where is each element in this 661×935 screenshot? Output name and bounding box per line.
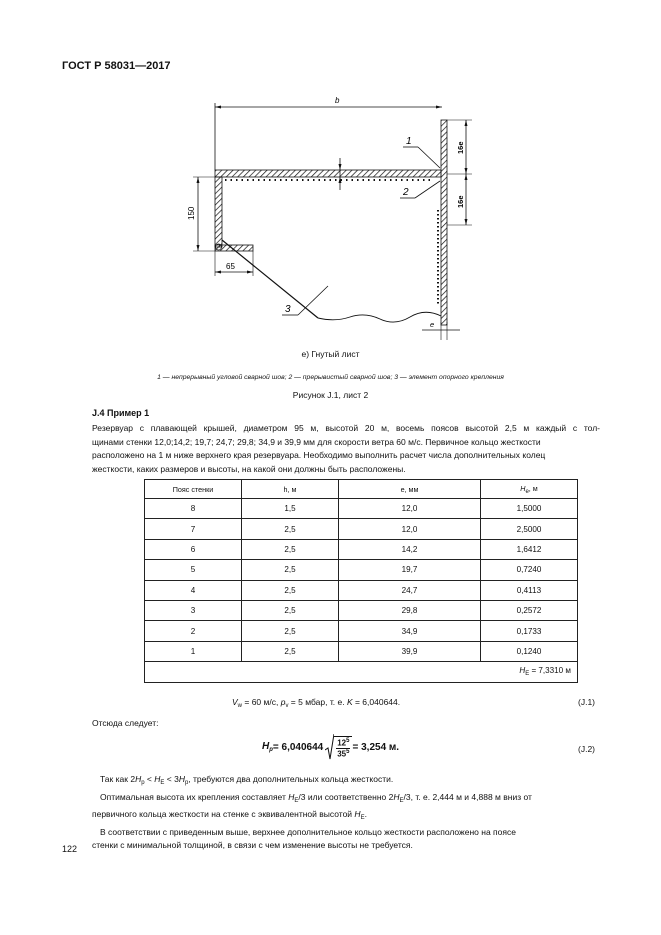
cell-course: 6 <box>145 539 242 559</box>
cell-e: 19,7 <box>339 560 481 580</box>
col-header-course: Пояс стенки <box>145 480 242 499</box>
cell-course: 7 <box>145 519 242 539</box>
problem-line: расположено на 1 м ниже верхнего края резервуара. Необходимо выполнить расчет числа дополнительных колец <box>92 450 546 460</box>
table-row <box>145 499 578 519</box>
break-line <box>318 312 441 322</box>
table-header-row <box>145 480 578 499</box>
cell-e: 34,9 <box>339 621 481 641</box>
problem-statement <box>92 422 600 476</box>
equation-j1-number: (J.1) <box>578 697 595 707</box>
cell-course: 1 <box>145 641 242 661</box>
cell-h: 2,5 <box>242 621 339 641</box>
conclusion-text <box>92 773 600 853</box>
cell-course: 2 <box>145 621 242 641</box>
dim-150-arrow-bottom <box>197 245 200 251</box>
sqrt-sign <box>325 734 334 760</box>
dim-16e-arrow-2 <box>465 168 468 174</box>
cell-e: 29,8 <box>339 600 481 620</box>
cell-he: 0,4113 <box>481 580 578 600</box>
dim-65-label: 65 <box>226 262 235 271</box>
conclusion-line: стенки с минимальной толщиной, в связи с чем изменение высоты не требуется. <box>92 840 413 850</box>
cell-he: 0,2572 <box>481 600 578 620</box>
conclusion-line: В соответствии с приведенным выше, верхнее дополнительное кольцо жесткости расположено на поясе <box>100 826 516 837</box>
shell-courses-table <box>144 479 578 683</box>
table-row <box>145 600 578 620</box>
callout-3-label: 3 <box>285 304 291 315</box>
dim-65-arrow-right <box>247 271 253 274</box>
dim-e-label: e <box>430 320 435 329</box>
figure-legend: 1 — непрерывный угловой сварной шов; 2 — прерывистый сварной шов; 3 — элемент опорного крепления <box>157 374 504 381</box>
table-row <box>145 621 578 641</box>
cell-h: 2,5 <box>242 539 339 559</box>
col-header-h: h, м <box>242 480 339 499</box>
cell-he: 2,5000 <box>481 519 578 539</box>
dim-b-label: b <box>335 96 340 105</box>
problem-line: жесткости, каких размеров и высоты, на какой они должны быть расположены. <box>92 463 406 474</box>
dim-16e-arrow-4 <box>465 219 468 225</box>
dim-150-arrow-top <box>197 177 200 183</box>
equation-j2: $H_p$ = 6,040644 $12^5$ $35^5$ = 3,254 м. <box>262 734 399 760</box>
cell-h: 2,5 <box>242 580 339 600</box>
ring-flange <box>215 170 441 177</box>
dim-16e-top-label: 16e <box>456 141 465 154</box>
conclusion-line: Оптимальная высота их крепления составляет $H_E/3$ или соответственно $2H_E/3$, т. е. 2,444 м и 4,888 м вниз от <box>100 791 532 804</box>
table-row <box>145 641 578 661</box>
arrow-left <box>215 106 221 109</box>
cell-h: 2,5 <box>242 641 339 661</box>
cell-e: 39,9 <box>339 641 481 661</box>
figure-title: Рисунок J.1, лист 2 <box>292 390 369 400</box>
dim-16e-arrow-1 <box>465 120 468 126</box>
callout-3-leader <box>298 286 328 315</box>
table-row <box>145 560 578 580</box>
dim-16e-arrow-3 <box>465 174 468 180</box>
hence-text: Отсюда следует: <box>92 718 159 728</box>
equation-j2-number: (J.2) <box>578 744 595 754</box>
callout-1-label: 1 <box>406 136 412 147</box>
table-row <box>145 539 578 559</box>
cell-he: 0,1240 <box>481 641 578 661</box>
table-row <box>145 580 578 600</box>
cell-e: 12,0 <box>339 499 481 519</box>
col-header-he: $H_e$, м <box>481 480 578 499</box>
document-header: ГОСТ Р 58031—2017 <box>62 60 171 72</box>
cell-e: 12,0 <box>339 519 481 539</box>
problem-line: Резервуар с плавающей крышей, диаметром 95 м, высотой 20 м, восемь поясов высотой 2,5 м каждый с тол- <box>92 423 600 433</box>
cell-e: 14,2 <box>339 539 481 559</box>
problem-line: щинами стенки 12,0;14,2; 19,7; 24,7; 29,8; 34,9 и 39,9 мм для скорости ветра 60 м/с. Первичное кольцо жесткости <box>92 436 541 447</box>
cell-he: 1,5000 <box>481 499 578 519</box>
section-heading: J.4 Пример 1 <box>92 408 150 418</box>
col-header-e: e, мм <box>339 480 481 499</box>
conclusion-line: Так как $2H_p < H_E < 3H_p$, требуются два дополнительных кольца жесткости. <box>100 774 394 786</box>
support-element <box>222 240 318 318</box>
dim-16e-bottom-label: 16e <box>456 195 465 208</box>
figure-caption: е) Гнутый лист <box>301 349 360 359</box>
cell-he: 0,7240 <box>481 560 578 580</box>
total-he: $H_E = 7,3310$ м <box>145 662 578 682</box>
cell-he: 1,6412 <box>481 539 578 559</box>
conclusion-line: первичного кольца жесткости на стенке с эквивалентной высотой $H_E$. <box>92 809 367 821</box>
arrow-right <box>436 106 442 109</box>
dim-150-label: 150 <box>187 206 196 220</box>
tank-shell <box>441 120 447 325</box>
table-row <box>145 519 578 539</box>
table-total-row <box>145 662 578 682</box>
cell-course: 3 <box>145 600 242 620</box>
cell-h: 2,5 <box>242 560 339 580</box>
cell-course: 5 <box>145 560 242 580</box>
callout-2-leader <box>415 181 440 198</box>
cell-course: 8 <box>145 499 242 519</box>
stiffening-ring-drawing <box>160 90 490 345</box>
equation-j1: $V_w = 60$ м/с, $p_v = 5$ мбар, т. е. K = 6,040644. <box>232 697 401 709</box>
callout-2-label: 2 <box>403 187 409 198</box>
thickness-arrow-top <box>339 164 342 170</box>
cell-course: 4 <box>145 580 242 600</box>
cell-he: 0,1733 <box>481 621 578 641</box>
callout-1-leader <box>418 147 440 168</box>
bent-leg <box>215 177 222 247</box>
cell-h: 1,5 <box>242 499 339 519</box>
cell-e: 24,7 <box>339 580 481 600</box>
cell-h: 2,5 <box>242 600 339 620</box>
dim-65-arrow-left <box>215 271 221 274</box>
page-number: 122 <box>62 844 78 854</box>
cell-h: 2,5 <box>242 519 339 539</box>
